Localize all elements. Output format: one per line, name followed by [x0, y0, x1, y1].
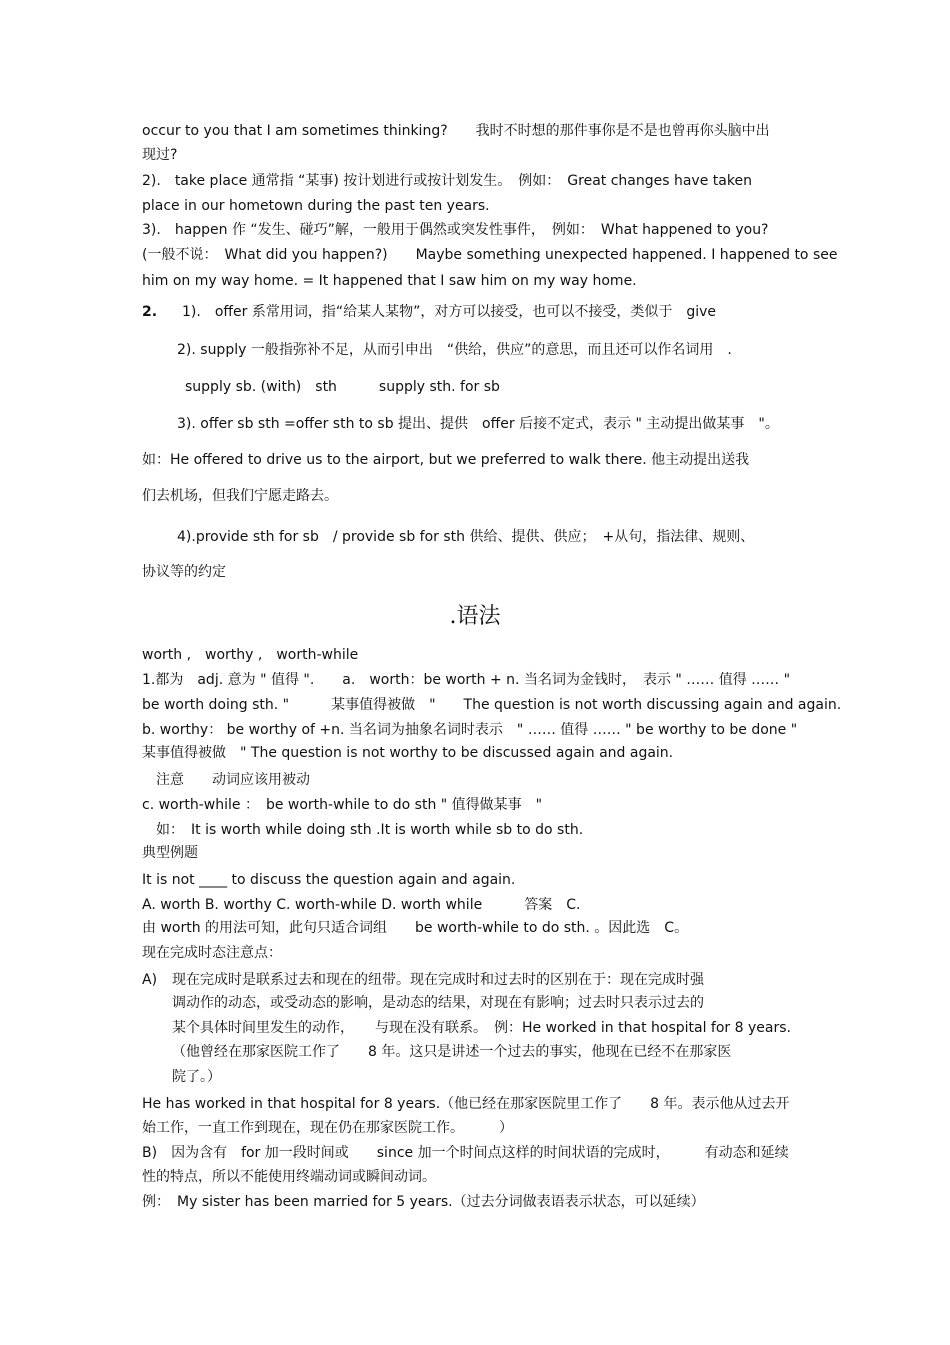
text-line: 某事值得被做 " The question is not worthy to be discussed again and again. [142, 745, 674, 761]
text-line: place in our hometown during the past ten years. [142, 198, 490, 214]
text-line: b. worthy： be worthy of +n. 当名词为抽象名词时表示 " …… 值得 …… " be worthy to be done " [142, 722, 798, 738]
point-label: A) [142, 972, 158, 988]
text-line: 现过? [142, 147, 178, 163]
text-line: 2). take place 通常指 “某事) 按计划进行或按计划发生。 例如： Great changes have taken [142, 173, 752, 189]
text-line: 例： My sister has been married for 5 years.（过去分词做表语表示状态，可以延续） [142, 1194, 705, 1210]
text-line: 注意 动词应该用被动 [142, 772, 310, 788]
text-line: 1). offer 系常用词，指“给某人某物”，对方可以接受，也可以不接受，类似于 give [182, 304, 717, 320]
item-number: 2. [142, 304, 158, 320]
text-line: 始工作，一直工作到现在，现在仍在那家医院工作。 ） [142, 1120, 513, 1136]
text-line: 们去机场，但我们宁愿走路去。 [142, 488, 338, 504]
text-line: 3). happen 作 “发生、碰巧”解，一般用于偶然或突发性事件， 例如： What happened to you? [142, 222, 769, 238]
text-line: worth , worthy , worth-while [142, 647, 359, 663]
text-line: 院了。） [172, 1069, 221, 1085]
text-line: be worth doing sth. " 某事值得被做 " The question is not worth discussing again and again. [142, 697, 842, 713]
text-line: 某个具体时间里发生的动作， 与现在没有联系。 例：He worked in that hospital for 8 years. [172, 1020, 791, 1036]
section-title: .语法 [449, 604, 501, 629]
text-line: c. worth-while ： be worth-while to do sth " 值得做某事 " [142, 797, 543, 813]
text-line: 协议等的约定 [142, 564, 226, 580]
text-line: 由 worth 的用法可知，此句只适合词组 be worth-while to do sth. 。因此选 C。 [142, 920, 689, 936]
text-line: A. worth B. worthy C. worth-while D. worth while 答案 C. [142, 897, 581, 913]
text-line: 3). offer sb sth =offer sth to sb 提出、提供 offer 后接不定式，表示 " 主动提出做某事 "。 [177, 416, 779, 432]
text-line: him on my way home. = It happened that I saw him on my way home. [142, 273, 637, 289]
text-line: occur to you that I am sometimes thinking? 我时不时想的那件事你是不是也曾再你头脑中出 [142, 123, 770, 139]
text-line: 4).provide sth for sb / provide sb for sth 供给、提供、供应； +从句，指法律、规则、 [177, 529, 755, 545]
text-line: B) 因为含有 for 加一段时间或 since 加一个时间点这样的时间状语的完成时， 有动态和延续 [142, 1145, 789, 1161]
text-line: 现在完成时态注意点： [142, 945, 282, 961]
text-line: 2). supply 一般指弥补不足，从而引申出 “供给，供应”的意思，而且还可以作名词用 . [177, 342, 732, 358]
text-line: (一般不说： What did you happen?) Maybe something unexpected happened. I happened to see [142, 247, 838, 263]
text-line: 如：He offered to drive us to the airport, but we preferred to walk there. 他主动提出送我 [142, 452, 750, 468]
text-line: It is not ____ to discuss the question again and again. [142, 872, 516, 888]
text-line: 现在完成时是联系过去和现在的纽带。现在完成时和过去时的区别在于：现在完成时强 [172, 972, 704, 988]
text-line: 1.都为 adj. 意为 " 值得 ". a. worth：be worth + n. 当名词为金钱时， 表示 " …… 值得 …… " [142, 672, 791, 688]
text-line: （他曾经在那家医院工作了 8 年。这只是讲述一个过去的事实，他现在已经不在那家医 [172, 1044, 732, 1060]
text-line: 典型例题 [142, 845, 198, 861]
text-line: He has worked in that hospital for 8 years.（他已经在那家医院里工作了 8 年。表示他从过去开 [142, 1096, 790, 1112]
text-line: 如： It is worth while doing sth .It is worth while sb to do sth. [142, 822, 584, 838]
text-line: 调动作的动态，或受动态的影响，是动态的结果，对现在有影响；过去时只表示过去的 [172, 995, 704, 1011]
text-line: supply sb. (with) sth supply sth. for sb [185, 379, 500, 395]
text-line: 性的特点，所以不能使用终端动词或瞬间动词。 [142, 1169, 436, 1185]
